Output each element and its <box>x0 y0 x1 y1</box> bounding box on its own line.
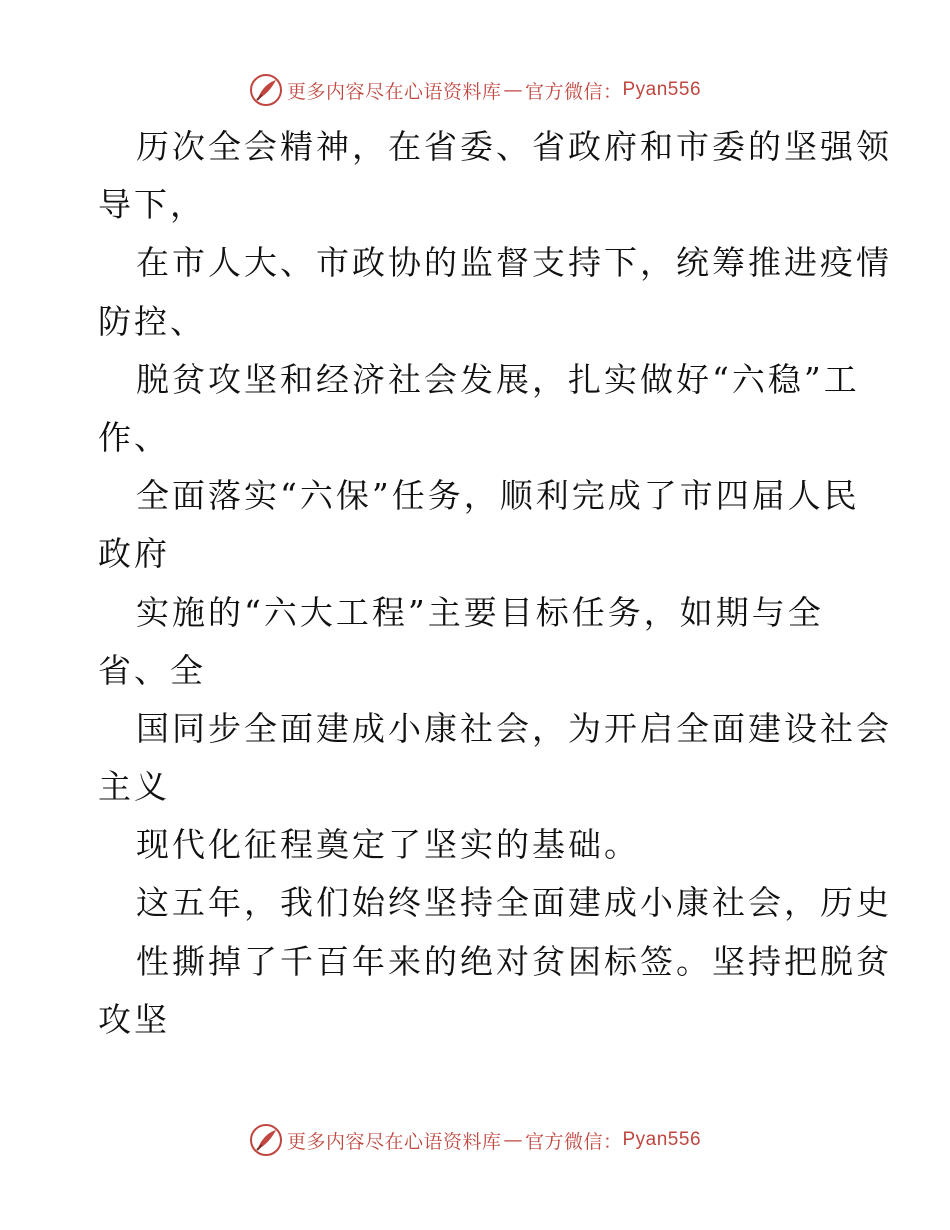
header-wechat-label: 官方微信： <box>524 80 623 103</box>
body-line: 全面落实“六保”任务，顺利完成了市四届人民 <box>136 476 860 516</box>
quill-logo-icon <box>249 73 283 107</box>
header-wechat-id: Pyan556 <box>622 79 702 100</box>
body-line: 省、全 <box>98 650 206 690</box>
footer-banner <box>0 1122 950 1158</box>
body-line: 现代化征程奠定了坚实的基础。 <box>136 825 640 865</box>
header-brand-text: 更多内容尽在心语资料库 <box>286 80 502 103</box>
footer-dash: — <box>503 1129 523 1151</box>
body-line: 主义 <box>98 767 170 807</box>
body-line: 攻坚 <box>98 999 170 1039</box>
body-line: 防控、 <box>98 301 206 341</box>
body-line: 国同步全面建成小康社会，为开启全面建设社会 <box>136 708 892 748</box>
header-banner <box>0 72 950 108</box>
document-body <box>98 118 892 1049</box>
body-line: 作、 <box>98 417 170 457</box>
footer-brand-text: 更多内容尽在心语资料库 <box>286 1130 502 1153</box>
body-line: 政府 <box>98 534 170 574</box>
footer-wechat-label: 官方微信： <box>524 1130 623 1153</box>
header-dash: — <box>503 79 523 101</box>
body-line: 导下， <box>98 185 206 225</box>
body-line: 在市人大、市政协的监督支持下，统筹推进疫情 <box>136 243 892 283</box>
body-line: 脱贫攻坚和经济社会发展，扎实做好“六稳”工 <box>136 359 860 399</box>
body-line: 这五年，我们始终坚持全面建成小康社会，历史 <box>136 883 892 923</box>
body-line: 历次全会精神，在省委、省政府和市委的坚强领 <box>136 127 892 166</box>
body-line: 实施的“六大工程”主要目标任务，如期与全 <box>136 592 824 632</box>
quill-logo-icon <box>249 1123 283 1157</box>
body-line: 性撕掉了千百年来的绝对贫困标签。坚持把脱贫 <box>136 941 892 981</box>
footer-wechat-id: Pyan556 <box>622 1129 702 1150</box>
